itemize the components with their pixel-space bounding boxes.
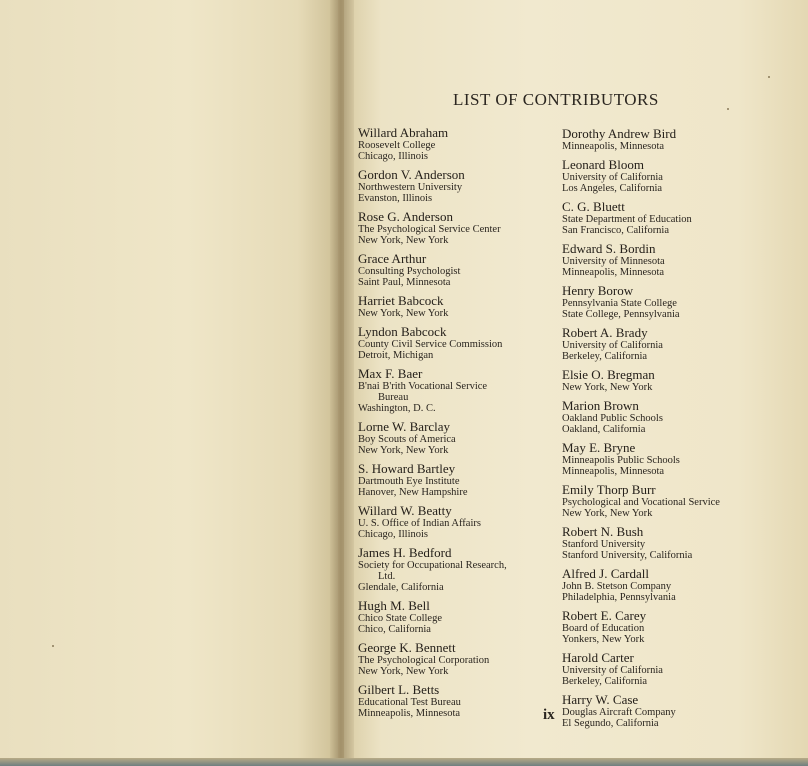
contributor-affiliation-continued: Bureau bbox=[378, 392, 409, 403]
contributor-affiliation: Pennsylvania State College bbox=[562, 298, 677, 309]
contributor-location: New York, New York bbox=[358, 308, 449, 319]
contributor-affiliation: County Civil Service Commission bbox=[358, 339, 503, 350]
contributor-affiliation: University of California bbox=[562, 340, 663, 351]
contributor-affiliation: Minneapolis Public Schools bbox=[562, 455, 680, 466]
contributor-name: Henry Borow bbox=[562, 283, 634, 298]
contributor-location: New York, New York bbox=[358, 666, 449, 677]
contributor-name: Harriet Babcock bbox=[358, 293, 444, 308]
contributor-affiliation: U. S. Office of Indian Affairs bbox=[358, 518, 481, 529]
contributor-name: Lyndon Babcock bbox=[358, 324, 447, 339]
contributor-entry bbox=[358, 210, 558, 246]
contributor-entry bbox=[358, 462, 558, 498]
contributor-entry bbox=[562, 651, 762, 687]
contributor-location: Minneapolis, Minnesota bbox=[358, 708, 461, 719]
contributor-entry bbox=[358, 504, 558, 540]
contributor-entry bbox=[562, 158, 762, 194]
contributor-affiliation: Chico State College bbox=[358, 613, 442, 624]
contributor-entry bbox=[562, 483, 762, 519]
contributor-name: Gilbert L. Betts bbox=[358, 682, 440, 697]
book-gutter bbox=[330, 0, 354, 766]
contributor-location: New York, New York bbox=[562, 508, 653, 519]
contributor-location: Hanover, New Hampshire bbox=[358, 487, 468, 498]
contributor-entry bbox=[562, 609, 762, 645]
contributor-entry bbox=[358, 126, 558, 162]
contributor-entry bbox=[562, 200, 762, 236]
contributor-location: Chico, California bbox=[358, 624, 431, 635]
contributor-entry bbox=[358, 599, 558, 635]
contributor-name: Rose G. Anderson bbox=[358, 209, 453, 224]
contributor-entry bbox=[358, 546, 558, 593]
contributor-name: Willard Abraham bbox=[358, 125, 449, 140]
contributor-name: Hugh M. Bell bbox=[358, 598, 430, 613]
contributor-affiliation: Dartmouth Eye Institute bbox=[358, 476, 460, 487]
contributor-entry bbox=[562, 284, 762, 320]
contributor-name: Elsie O. Bregman bbox=[562, 367, 655, 382]
left-blank-page bbox=[0, 0, 338, 760]
contributor-affiliation: Consulting Psychologist bbox=[358, 266, 461, 277]
contributor-name: Leonard Bloom bbox=[562, 157, 644, 172]
book-bottom-edge bbox=[0, 758, 808, 766]
contributor-name: Robert N. Bush bbox=[562, 524, 644, 539]
contributors-column-right bbox=[562, 127, 762, 729]
contributor-name: Harold Carter bbox=[562, 650, 634, 665]
contributor-affiliation: University of California bbox=[562, 172, 663, 183]
contributor-location: Saint Paul, Minnesota bbox=[358, 277, 451, 288]
contributor-name: S. Howard Bartley bbox=[358, 461, 456, 476]
contributor-location: New York, New York bbox=[562, 382, 653, 393]
contributor-name: Gordon V. Anderson bbox=[358, 167, 465, 182]
contributor-location: Evanston, Illinois bbox=[358, 193, 433, 204]
contributor-name: Lorne W. Barclay bbox=[358, 419, 451, 434]
contributor-name: Harry W. Case bbox=[562, 692, 639, 707]
contributor-location: State College, Pennsylvania bbox=[562, 309, 680, 320]
contributor-entry bbox=[358, 252, 558, 288]
paper-speck bbox=[727, 108, 729, 110]
contributor-location: Glendale, California bbox=[358, 582, 444, 593]
contributor-affiliation: Stanford University bbox=[562, 539, 646, 550]
contributor-name: Dorothy Andrew Bird bbox=[562, 126, 677, 141]
contributor-name: Marion Brown bbox=[562, 398, 639, 413]
contributor-affiliation: Northwestern University bbox=[358, 182, 463, 193]
contributor-affiliation: The Psychological Service Center bbox=[358, 224, 501, 235]
contributor-entry bbox=[562, 127, 762, 152]
paper-speck bbox=[768, 76, 770, 78]
contributor-affiliation: Oakland Public Schools bbox=[562, 413, 663, 424]
contributor-entry bbox=[562, 525, 762, 561]
contributor-affiliation: John B. Stetson Company bbox=[562, 581, 672, 592]
contributor-location: Washington, D. C. bbox=[358, 403, 436, 414]
contributor-location: Berkeley, California bbox=[562, 351, 648, 362]
contributor-name: C. G. Bluett bbox=[562, 199, 625, 214]
contributor-location: New York, New York bbox=[358, 445, 449, 456]
contributor-location: New York, New York bbox=[358, 235, 449, 246]
contributor-name: Alfred J. Cardall bbox=[562, 566, 650, 581]
contributor-entry bbox=[562, 326, 762, 362]
contributor-entry bbox=[358, 294, 558, 319]
contributor-entry bbox=[562, 441, 762, 477]
paper-speck bbox=[52, 645, 54, 647]
contributor-location: Yonkers, New York bbox=[562, 634, 645, 645]
contributor-affiliation: Psychological and Vocational Service bbox=[562, 497, 720, 508]
contributor-entry bbox=[562, 693, 762, 729]
contributor-location: Chicago, Illinois bbox=[358, 151, 428, 162]
contributor-affiliation: Society for Occupational Research, bbox=[358, 560, 507, 571]
contributor-affiliation-continued: Ltd. bbox=[378, 571, 396, 582]
contributor-location: Los Angeles, California bbox=[562, 183, 663, 194]
contributor-name: Max F. Baer bbox=[358, 366, 423, 381]
contributor-affiliation: Douglas Aircraft Company bbox=[562, 707, 676, 718]
contributor-name: May E. Bryne bbox=[562, 440, 636, 455]
contributor-location: Minneapolis, Minnesota bbox=[562, 466, 665, 477]
contributor-location: Stanford University, California bbox=[562, 550, 693, 561]
contributor-affiliation: University of California bbox=[562, 665, 663, 676]
contributor-entry bbox=[358, 641, 558, 677]
page-number: ix bbox=[543, 707, 555, 723]
contributor-entry bbox=[358, 683, 558, 719]
contributor-affiliation: Educational Test Bureau bbox=[358, 697, 461, 708]
contributor-entry bbox=[562, 399, 762, 435]
contributor-name: Robert A. Brady bbox=[562, 325, 648, 340]
contributor-name: Edward S. Bordin bbox=[562, 241, 656, 256]
contributor-entry bbox=[358, 420, 558, 456]
contributor-location: Berkeley, California bbox=[562, 676, 648, 687]
contributor-entry bbox=[358, 367, 558, 414]
contributor-affiliation: B'nai B'rith Vocational Service bbox=[358, 381, 488, 392]
contributor-affiliation: University of Minnesota bbox=[562, 256, 665, 267]
contributor-name: Grace Arthur bbox=[358, 251, 427, 266]
contributor-name: George K. Bennett bbox=[358, 640, 456, 655]
contributor-location: Minneapolis, Minnesota bbox=[562, 267, 665, 278]
contributor-name: Robert E. Carey bbox=[562, 608, 647, 623]
contributor-entry bbox=[562, 242, 762, 278]
contributor-affiliation: The Psychological Corporation bbox=[358, 655, 490, 666]
contributor-location: San Francisco, California bbox=[562, 225, 670, 236]
contributor-affiliation: Roosevelt College bbox=[358, 140, 436, 151]
contributor-entry bbox=[562, 567, 762, 603]
page-title: LIST OF CONTRIBUTORS bbox=[453, 90, 659, 109]
contributor-location: Minneapolis, Minnesota bbox=[562, 141, 665, 152]
contributor-location: Oakland, California bbox=[562, 424, 646, 435]
contributor-location: El Segundo, California bbox=[562, 718, 659, 729]
contributor-affiliation: State Department of Education bbox=[562, 214, 692, 225]
contributor-name: Willard W. Beatty bbox=[358, 503, 452, 518]
contributor-entry bbox=[358, 168, 558, 204]
contributor-affiliation: Board of Education bbox=[562, 623, 645, 634]
contributor-location: Detroit, Michigan bbox=[358, 350, 434, 361]
contributors-column-left bbox=[358, 126, 558, 719]
contributor-affiliation: Boy Scouts of America bbox=[358, 434, 456, 445]
contributor-entry bbox=[562, 368, 762, 393]
contributor-location: Philadelphia, Pennsylvania bbox=[562, 592, 676, 603]
contributor-name: Emily Thorp Burr bbox=[562, 482, 656, 497]
contributor-location: Chicago, Illinois bbox=[358, 529, 428, 540]
contributor-entry bbox=[358, 325, 558, 361]
contributor-name: James H. Bedford bbox=[358, 545, 452, 560]
